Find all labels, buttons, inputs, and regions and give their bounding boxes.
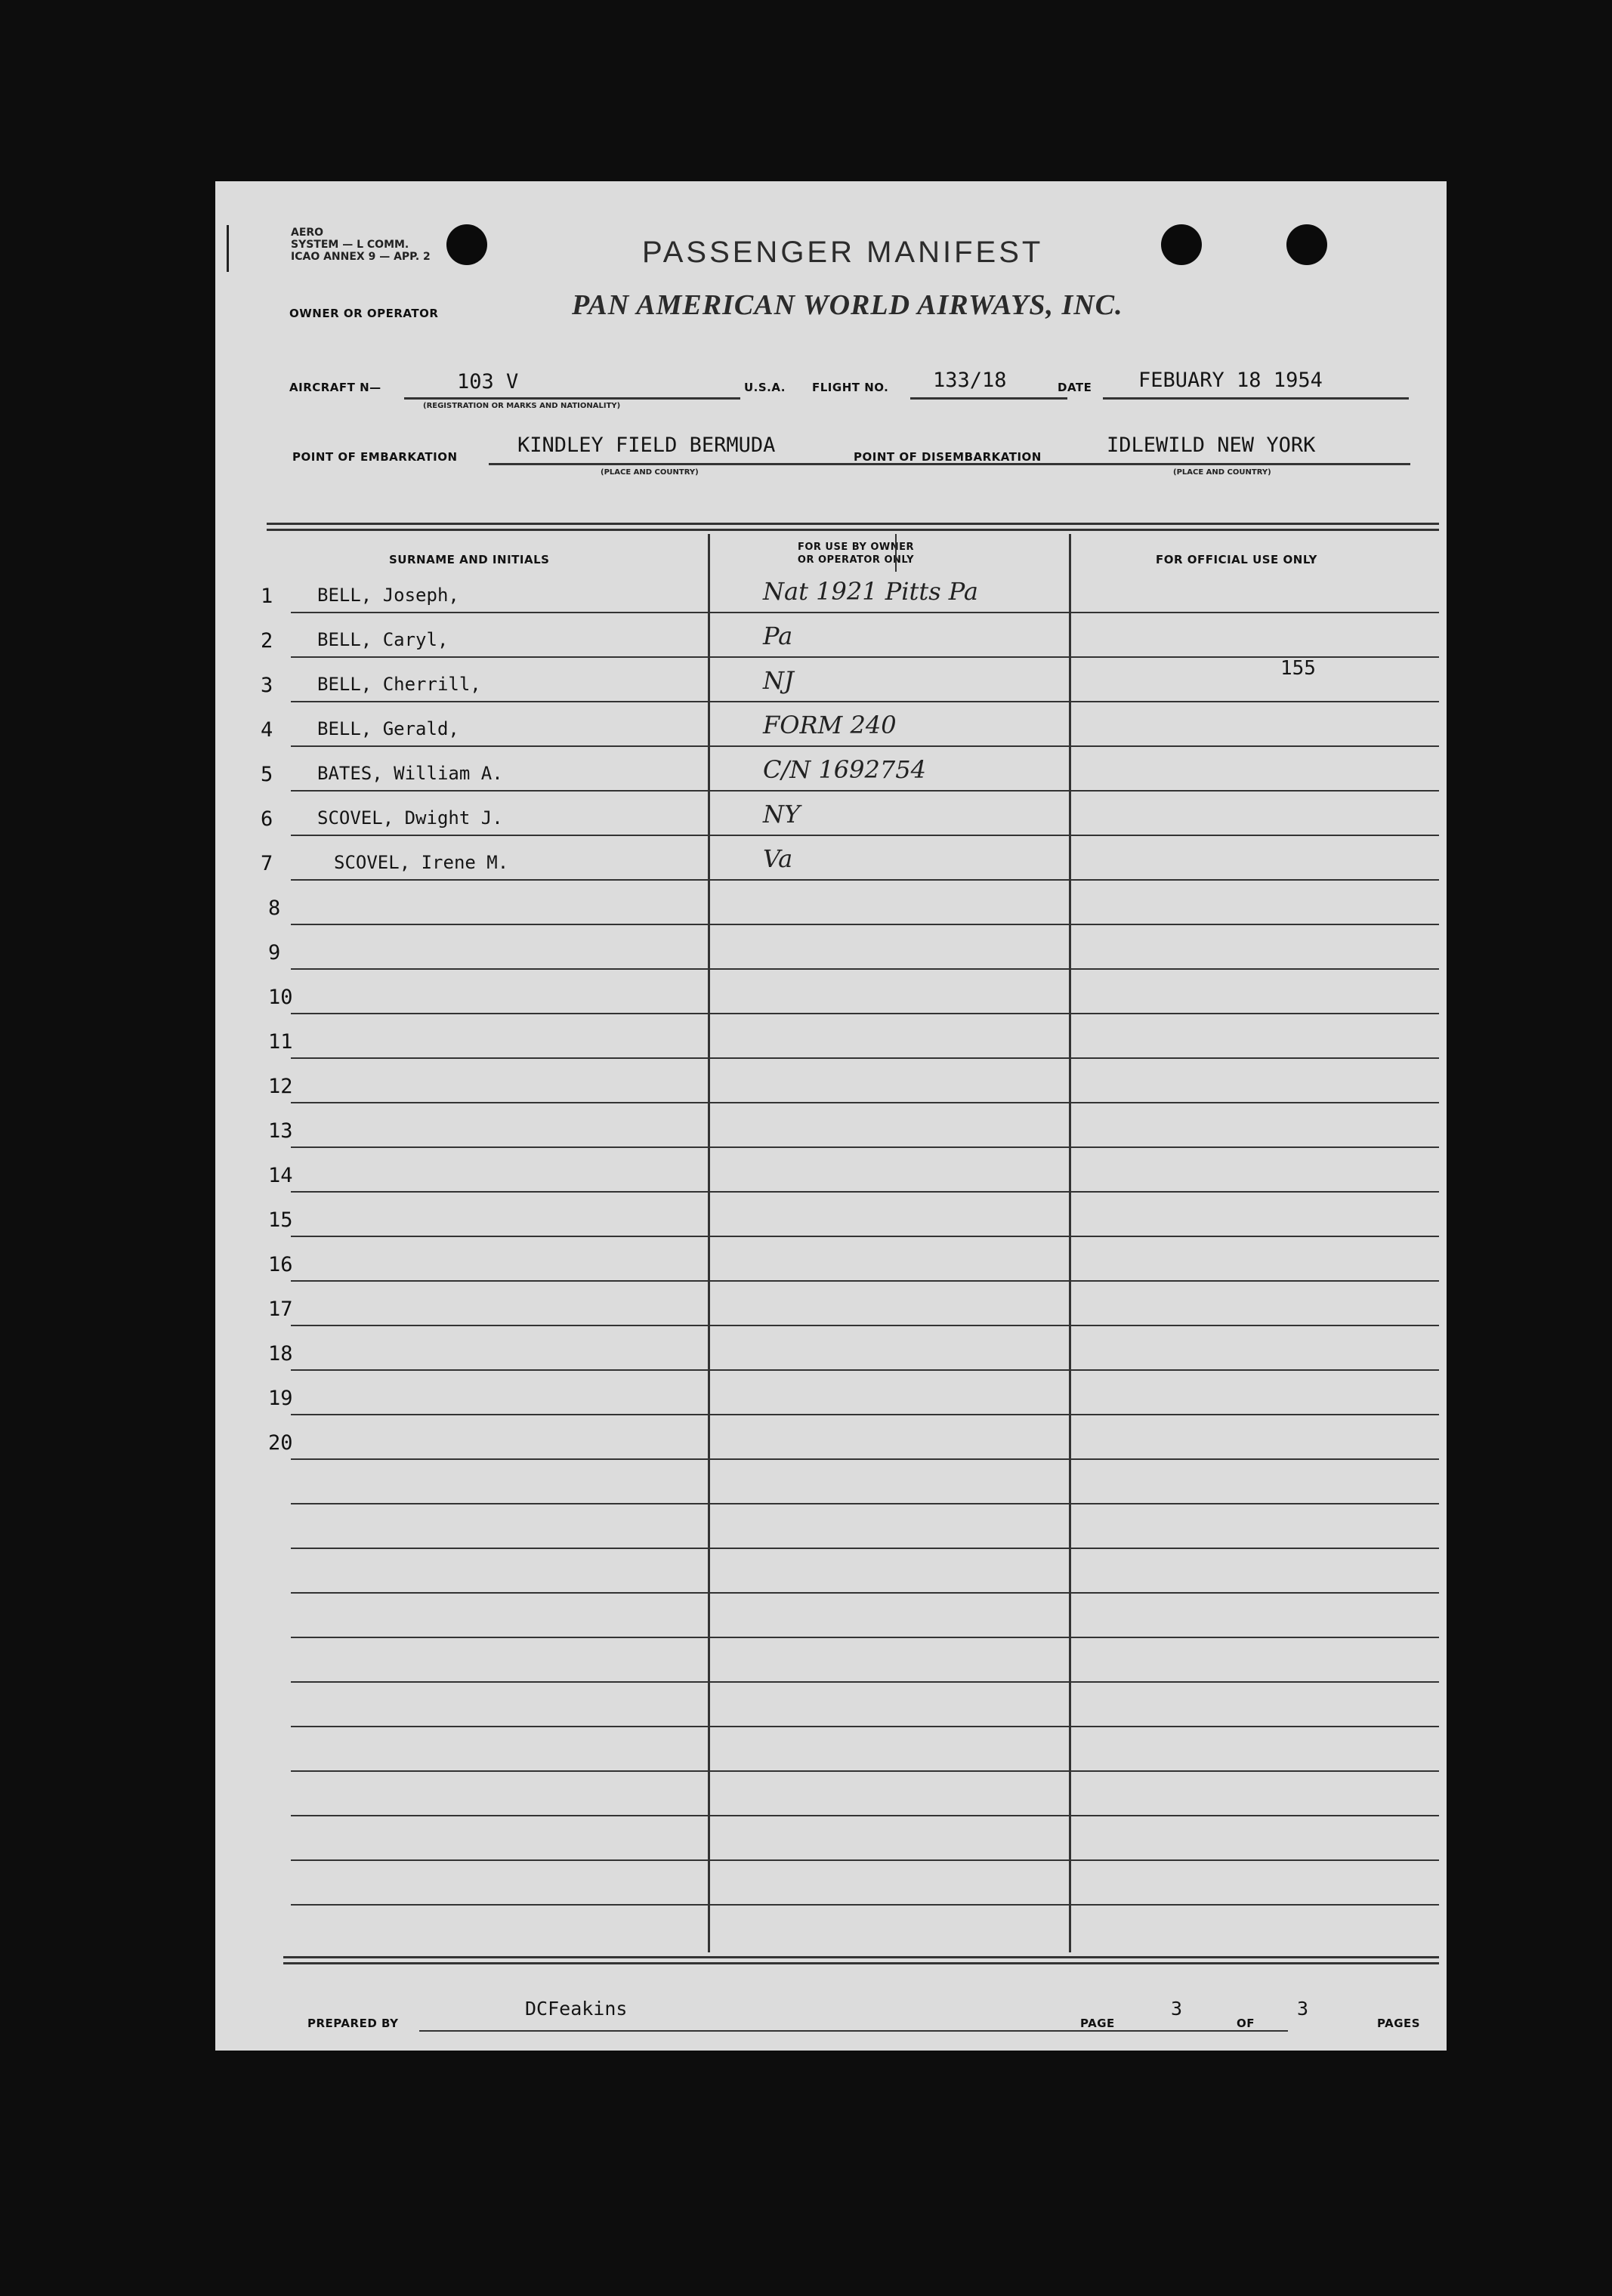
- page-title: PASSENGER MANIFEST: [642, 236, 1044, 269]
- blank-row-rule: [291, 1859, 1439, 1861]
- row-rule: [291, 1146, 1439, 1148]
- row-rule: [291, 835, 1439, 836]
- row-rule: [291, 701, 1439, 702]
- row-number: 17: [268, 1298, 293, 1321]
- row-rule: [291, 968, 1439, 970]
- table-row: [215, 1372, 1447, 1417]
- flight-number: 133/18: [933, 369, 1007, 392]
- table-row: [215, 1150, 1447, 1194]
- row-rule: [291, 1102, 1439, 1103]
- embarkation-point: KINDLEY FIELD BERMUDA: [517, 434, 776, 457]
- table-row: [215, 1417, 1447, 1461]
- blank-row-rule: [291, 1503, 1439, 1504]
- row-rule: [291, 1191, 1439, 1193]
- passenger-name: BELL, Cherrill,: [317, 674, 481, 695]
- table-row: [215, 615, 1447, 659]
- table-row: [215, 1060, 1447, 1105]
- row-number: 7: [261, 852, 273, 875]
- row-rule: [291, 612, 1439, 613]
- of-label: OF: [1237, 2017, 1255, 2030]
- row-rule: [291, 1458, 1439, 1460]
- blank-row-rule: [291, 1815, 1439, 1816]
- punch-hole-center-right: [1161, 224, 1202, 265]
- row-number: 1: [261, 585, 273, 608]
- punch-hole-left: [446, 224, 487, 265]
- row-number: 10: [268, 986, 293, 1009]
- row-number: 18: [268, 1342, 293, 1366]
- table-row: [215, 882, 1447, 927]
- date-field-line: [1103, 397, 1409, 400]
- owner-notation: Va: [763, 844, 793, 873]
- row-number: 14: [268, 1164, 293, 1187]
- row-number: 15: [268, 1208, 293, 1232]
- owner-notation: Pa: [763, 622, 793, 650]
- table-row: [215, 1105, 1447, 1150]
- row-rule: [291, 1325, 1439, 1326]
- owner-notation: C/N 1692754: [763, 755, 926, 784]
- table-row: [215, 1239, 1447, 1283]
- pages-label: PAGES: [1377, 2017, 1421, 2030]
- owner-notation: Nat 1921 Pitts Pa: [763, 577, 978, 606]
- flight-field-line: [910, 397, 1067, 400]
- row-rule: [291, 790, 1439, 792]
- official-use-entry: 155: [1280, 657, 1316, 680]
- page-label: PAGE: [1080, 2017, 1115, 2030]
- owner-notation: NY: [763, 800, 801, 829]
- row-rule: [291, 1057, 1439, 1059]
- owner-notation: FORM 240: [763, 711, 897, 739]
- embarkation-sublabel: (PLACE AND COUNTRY): [601, 468, 699, 477]
- blank-row-rule: [291, 1681, 1439, 1683]
- row-number: 5: [261, 763, 273, 786]
- row-number: 16: [268, 1253, 293, 1276]
- row-number: 8: [268, 896, 281, 920]
- form-reference-tag: [291, 227, 431, 263]
- aircraft-sublabel: (REGISTRATION OR MARKS AND NATIONALITY): [423, 402, 621, 410]
- passenger-name: SCOVEL, Dwight J.: [317, 807, 503, 829]
- flight-number-label: FLIGHT NO.: [812, 381, 889, 394]
- margin-mark: [227, 225, 229, 272]
- flight-date: FEBUARY 18 1954: [1138, 369, 1323, 392]
- row-rule: [291, 1013, 1439, 1014]
- owner-notation: NJ: [763, 666, 794, 695]
- row-number: 3: [261, 674, 273, 697]
- table-row: [215, 570, 1447, 615]
- table-row: [215, 1016, 1447, 1060]
- form-tag-line-2: SYSTEM — L COMM.: [291, 239, 409, 251]
- row-rule: [291, 656, 1439, 658]
- row-number: 11: [268, 1030, 293, 1054]
- aircraft-number: 103 V: [457, 370, 519, 393]
- blank-row-rule: [291, 1637, 1439, 1638]
- row-rule: [291, 879, 1439, 881]
- table-top-rule-1: [267, 523, 1439, 525]
- column-header-owner: FOR USE BY OWNER OR OPERATOR ONLY: [797, 542, 915, 566]
- total-pages: 3: [1297, 1998, 1309, 2020]
- row-number: 20: [268, 1431, 293, 1455]
- manifest-sheet: [215, 181, 1447, 2051]
- embarkation-label: POINT OF EMBARKATION: [292, 450, 458, 464]
- form-tag-line-1: AERO: [291, 227, 324, 239]
- row-number: 4: [261, 718, 273, 742]
- table-top-rule-2: [267, 529, 1439, 531]
- blank-row-rule: [291, 1548, 1439, 1549]
- row-number: 19: [268, 1387, 293, 1410]
- page-number: 3: [1171, 1998, 1183, 2020]
- disembarkation-label: POINT OF DISEMBARKATION: [854, 450, 1042, 464]
- table-row: [215, 1283, 1447, 1328]
- column-header-official: FOR OFFICIAL USE ONLY: [1156, 553, 1317, 566]
- row-rule: [291, 1280, 1439, 1282]
- aircraft-label: AIRCRAFT N—: [289, 381, 381, 394]
- prepared-by-line: [419, 2030, 1288, 2032]
- usa-label: U.S.A.: [744, 381, 786, 394]
- blank-row-rule: [291, 1726, 1439, 1727]
- disembarkation-sublabel: (PLACE AND COUNTRY): [1173, 468, 1271, 477]
- table-bottom-rule-1: [283, 1956, 1439, 1958]
- row-number: 9: [268, 941, 281, 964]
- table-row: [215, 704, 1447, 748]
- passenger-name: SCOVEL, Irene M.: [334, 852, 509, 873]
- date-label: DATE: [1058, 381, 1092, 394]
- passenger-name: BELL, Joseph,: [317, 585, 459, 606]
- row-rule: [291, 745, 1439, 747]
- table-bottom-rule-2: [283, 1962, 1439, 1964]
- row-number: 6: [261, 807, 273, 831]
- table-row: [215, 793, 1447, 838]
- prepared-by-name: DCFeakins: [525, 1998, 628, 2020]
- row-rule: [291, 1236, 1439, 1237]
- aircraft-field-line: [404, 397, 740, 400]
- table-row: [215, 1328, 1447, 1372]
- column-header-name: SURNAME AND INITIALS: [389, 553, 550, 566]
- punch-hole-right: [1286, 224, 1327, 265]
- table-row: [215, 838, 1447, 882]
- operator-name: PAN AMERICAN WORLD AIRWAYS, INC.: [572, 289, 1123, 321]
- blank-row-rule: [291, 1904, 1439, 1906]
- operator-label: OWNER OR OPERATOR: [289, 307, 439, 320]
- form-tag-line-3: ICAO ANNEX 9 — APP. 2: [291, 251, 431, 263]
- table-row: [215, 1194, 1447, 1239]
- prepared-by-label: PREPARED BY: [307, 2017, 399, 2030]
- row-number: 12: [268, 1075, 293, 1098]
- passenger-name: BELL, Caryl,: [317, 629, 449, 650]
- passenger-name: BELL, Gerald,: [317, 718, 459, 739]
- row-rule: [291, 1414, 1439, 1415]
- passenger-name: BATES, William A.: [317, 763, 503, 784]
- row-number: 13: [268, 1119, 293, 1143]
- table-row: [215, 748, 1447, 793]
- row-rule: [291, 1369, 1439, 1371]
- column-divider-mid: [895, 534, 897, 572]
- row-number: 2: [261, 629, 273, 653]
- row-rule: [291, 924, 1439, 925]
- disembarkation-field-line: [1069, 463, 1410, 465]
- table-row: [215, 971, 1447, 1016]
- blank-row-rule: [291, 1592, 1439, 1594]
- table-row: [215, 659, 1447, 704]
- table-row: [215, 927, 1447, 971]
- blank-row-rule: [291, 1770, 1439, 1772]
- disembarkation-point: IDLEWILD NEW YORK: [1107, 434, 1316, 457]
